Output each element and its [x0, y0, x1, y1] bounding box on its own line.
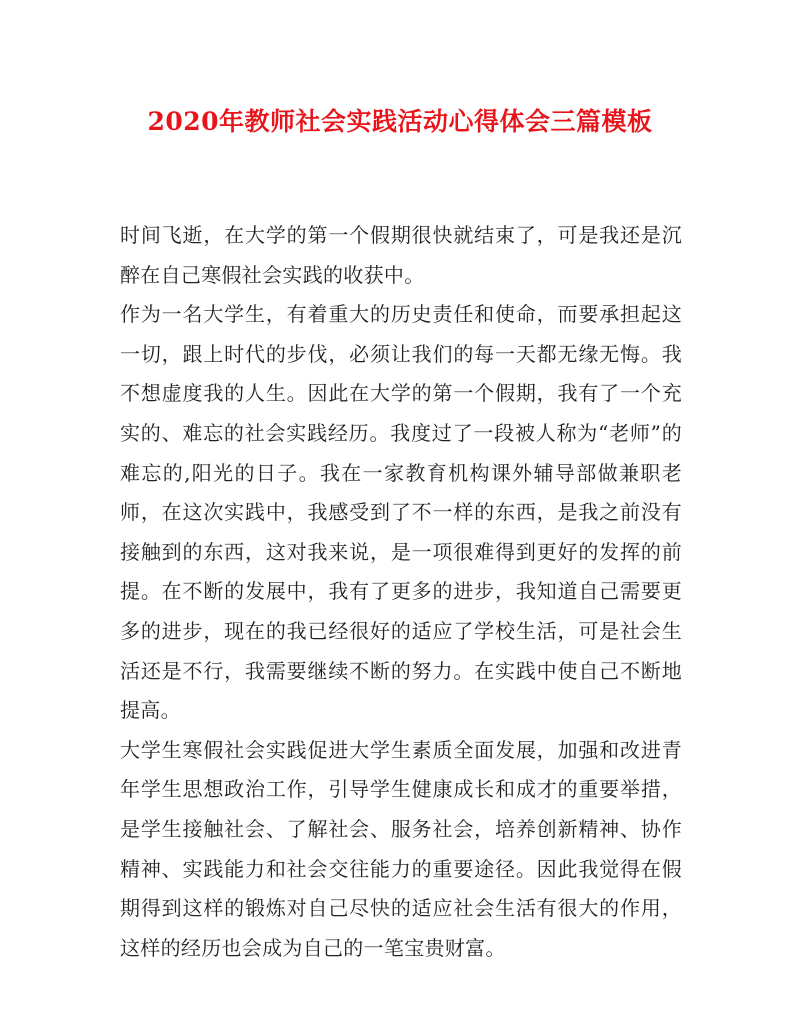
- paragraph-3: 大学生寒假社会实践促进大学生素质全面发展，加强和改进青年学生思想政治工作，引导学生健康成长和成才的重要举措，是学生接触社会、了解社会、服务社会，培养创新精神、协作精神、实践能力和社会交往能力的重要途径。因此我觉得在假期得到这样的锻炼对自己尽快的适应社会生活有很大的作用，这样的经历也会成为自己的一笔宝贵财富。: [120, 737, 682, 960]
- paragraph-2: 作为一名大学生，有着重大的历史责任和使命，而要承担起这一切，跟上时代的步伐，必须让我们的每一天都无缘无悔。我不想虚度我的人生。因此在大学的第一个假期，我有了一个充实的、难忘的社会实践经历。我度过了一段被人称为“老师”的难忘的,阳光的日子。我在一家教育机构课外辅导部做兼职老师，在这次实践中，我感受到了不一样的东西，是我之前没有接触到的东西，这对我来说，是一项很难得到更好的发挥的前提。在不断的发展中，我有了更多的进步，我知道自己需要更多的进步，现在的我已经很好的适应了学校生活，可是社会生活还是不行，我需要继续不断的努力。在实践中使自己不断地提高。: [120, 302, 682, 723]
- document-body: [120, 216, 682, 968]
- paragraph-1: 时间飞逝，在大学的第一个假期很快就结束了，可是我还是沉醉在自己寒假社会实践的收获中。: [120, 223, 682, 287]
- document-title: 2020年教师社会实践活动心得体会三篇模板: [147, 107, 653, 136]
